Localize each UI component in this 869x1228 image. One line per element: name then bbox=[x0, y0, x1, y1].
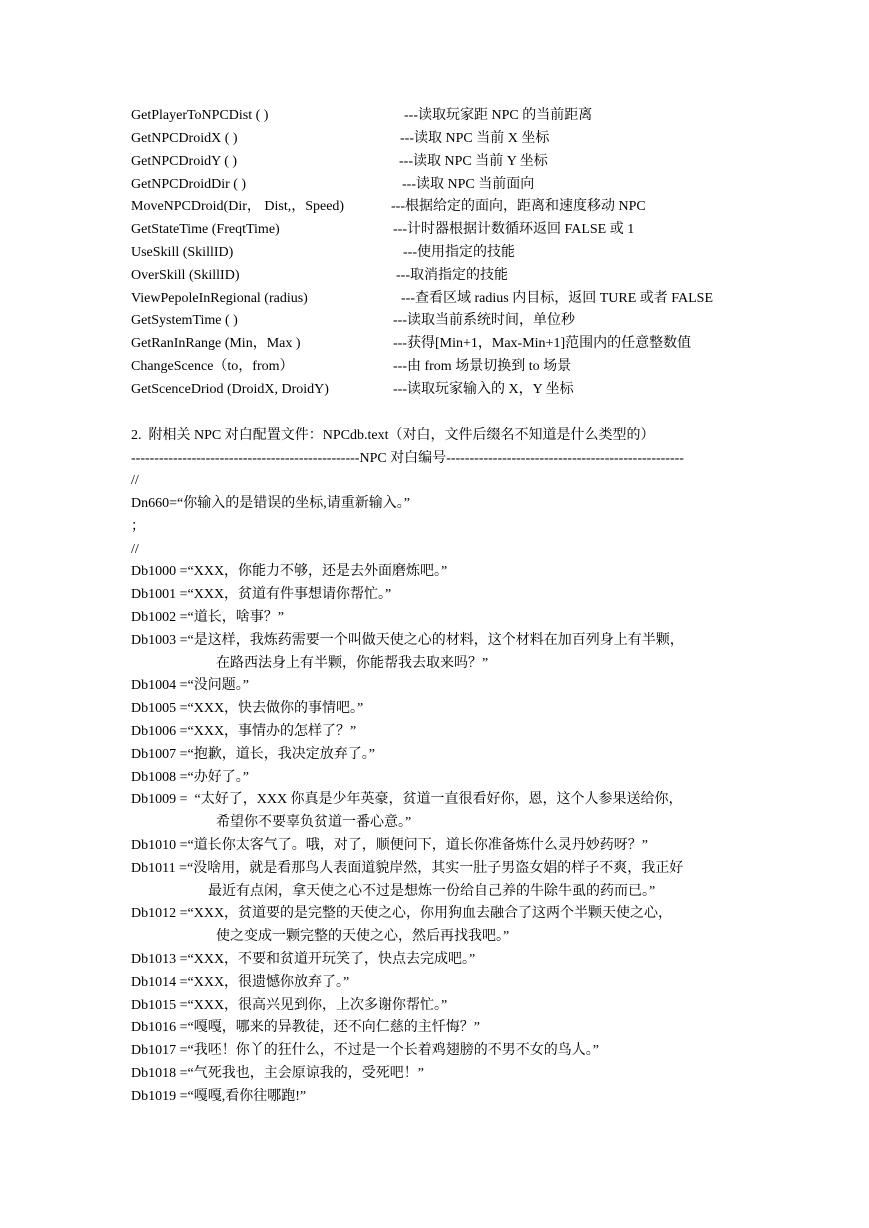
function-name: OverSkill (SkillID) bbox=[131, 268, 240, 283]
function-description: ---使用指定的技能 bbox=[403, 245, 515, 260]
divider-dashes-left: ------------------------------------------------- bbox=[131, 451, 360, 466]
function-name: GetPlayerToNPCDist ( ) bbox=[131, 108, 269, 123]
function-description: ---取消指定的技能 bbox=[396, 268, 508, 283]
function-description: ---根据给定的面向，距离和速度移动 NPC bbox=[391, 199, 646, 214]
dialogue-entry: Db1010 =“道长你太客气了。哦，对了，顺便问下，道长你准备炼什么灵丹妙药呀？” bbox=[131, 838, 648, 853]
comment-line: // bbox=[131, 542, 139, 557]
function-description: ---查看区域 radius 内目标，返回 TURE 或者 FALSE bbox=[401, 291, 713, 306]
function-name: GetStateTime (FreqtTime) bbox=[131, 222, 280, 237]
dialogue-entry: Db1019 =“嘎嘎,看你往哪跑!” bbox=[131, 1089, 307, 1104]
section-heading: 2. 附相关 NPC 对白配置文件：NPCdb.text（对白，文件后缀名不知道是什么类型的） bbox=[131, 428, 655, 443]
function-name: ChangeScence（to，from） bbox=[131, 359, 294, 374]
function-name: GetNPCDroidDir ( ) bbox=[131, 177, 247, 192]
dialogue-entry: Db1011 =“没啥用，就是看那鸟人表面道貌岸然，其实一肚子男盗女娼的样子不爽，我正好 bbox=[131, 861, 684, 876]
function-name: GetScenceDriod (DroidX, DroidY) bbox=[131, 382, 329, 397]
dialogue-entry: Db1018 =“气死我也，主会原谅我的，受死吧！” bbox=[131, 1066, 424, 1081]
dialogue-continuation: 最近有点闲，拿天使之心不过是想炼一份给自己养的牛除牛虱的药而已。” bbox=[208, 884, 656, 899]
dialogue-entry: Db1005 =“XXX，快去做你的事情吧。” bbox=[131, 701, 364, 716]
semicolon-line: ； bbox=[131, 519, 145, 534]
function-description: ---读取 NPC 当前面向 bbox=[402, 177, 535, 192]
dialogue-entry: Db1014 =“XXX，很遗憾你放弃了。” bbox=[131, 975, 350, 990]
dn660-line: Dn660=“你输入的是错误的坐标,请重新输入。” bbox=[131, 496, 410, 511]
dialogue-entry: Db1012 =“XXX，贫道要的是完整的天使之心，你用狗血去融合了这两个半颗天使之心， bbox=[131, 906, 673, 921]
function-name: ViewPepoleInRegional (radius) bbox=[131, 291, 308, 306]
dialogue-entry: Db1015 =“XXX，很高兴见到你，上次多谢你帮忙。” bbox=[131, 998, 448, 1013]
function-description: ---读取玩家输入的 X，Y 坐标 bbox=[393, 382, 574, 397]
dialogue-continuation: 在路西法身上有半颗，你能帮我去取来吗？” bbox=[216, 656, 489, 671]
function-description: ---由 from 场景切换到 to 场景 bbox=[393, 359, 572, 374]
function-name: GetRanInRange (Min，Max ) bbox=[131, 336, 301, 351]
dialogue-entry: Db1003 =“是这样，我炼药需要一个叫做天使之心的材料，这个材料在加百列身上有半颗， bbox=[131, 633, 684, 648]
function-name: MoveNPCDroid(Dir， Dist,，Speed) bbox=[131, 199, 345, 214]
dialogue-entry: Db1008 =“办好了。” bbox=[131, 770, 249, 785]
dialogue-entry: Db1002 =“道长，啥事？” bbox=[131, 610, 284, 625]
divider-dashes-right: --------------------------------------------------- bbox=[446, 451, 684, 466]
function-description: ---计时器根据计数循环返回 FALSE 或 1 bbox=[393, 222, 635, 237]
dialogue-entry: Db1007 =“抱歉，道长，我决定放弃了。” bbox=[131, 747, 375, 762]
dialogue-continuation: 希望你不要辜负贫道一番心意。” bbox=[216, 815, 412, 830]
dialogue-entry: Db1006 =“XXX，事情办的怎样了？” bbox=[131, 724, 357, 739]
divider-label: NPC 对白编号 bbox=[359, 451, 447, 466]
comment-line: // bbox=[131, 473, 139, 488]
function-name: GetNPCDroidX ( ) bbox=[131, 131, 238, 146]
function-name: GetSystemTime ( ) bbox=[131, 313, 238, 328]
function-description: ---读取 NPC 当前 X 坐标 bbox=[400, 131, 550, 146]
function-description: ---读取玩家距 NPC 的当前距离 bbox=[404, 108, 593, 123]
dialogue-entry: Db1000 =“XXX，你能力不够，还是去外面磨炼吧。” bbox=[131, 564, 448, 579]
function-description: ---获得[Min+1，Max-Min+1]范围内的任意整数值 bbox=[393, 336, 692, 351]
dialogue-entry: Db1013 =“XXX，不要和贫道开玩笑了，快点去完成吧。” bbox=[131, 952, 476, 967]
dialogue-entry: Db1016 =“嘎嘎，哪来的异教徒，还不向仁慈的主忏悔？” bbox=[131, 1020, 480, 1035]
divider-line bbox=[131, 450, 737, 468]
dialogue-entry: Db1017 =“我呸！你丫的狂什么，不过是一个长着鸡翅膀的不男不女的鸟人。” bbox=[131, 1043, 599, 1058]
function-description: ---读取 NPC 当前 Y 坐标 bbox=[399, 154, 548, 169]
function-description: ---读取当前系统时间，单位秒 bbox=[393, 313, 575, 328]
dialogue-entry: Db1009 = “太好了，XXX 你真是少年英豪，贫道一直很看好你，恩，这个人参果送给你， bbox=[131, 792, 683, 807]
dialogue-entry: Db1004 =“没问题。” bbox=[131, 678, 249, 693]
function-name: GetNPCDroidY ( ) bbox=[131, 154, 238, 169]
dialogue-continuation: 使之变成一颗完整的天使之心，然后再找我吧。” bbox=[216, 929, 510, 944]
dialogue-entry: Db1001 =“XXX，贫道有件事想请你帮忙。” bbox=[131, 587, 392, 602]
function-name: UseSkill (SkillID) bbox=[131, 245, 234, 260]
